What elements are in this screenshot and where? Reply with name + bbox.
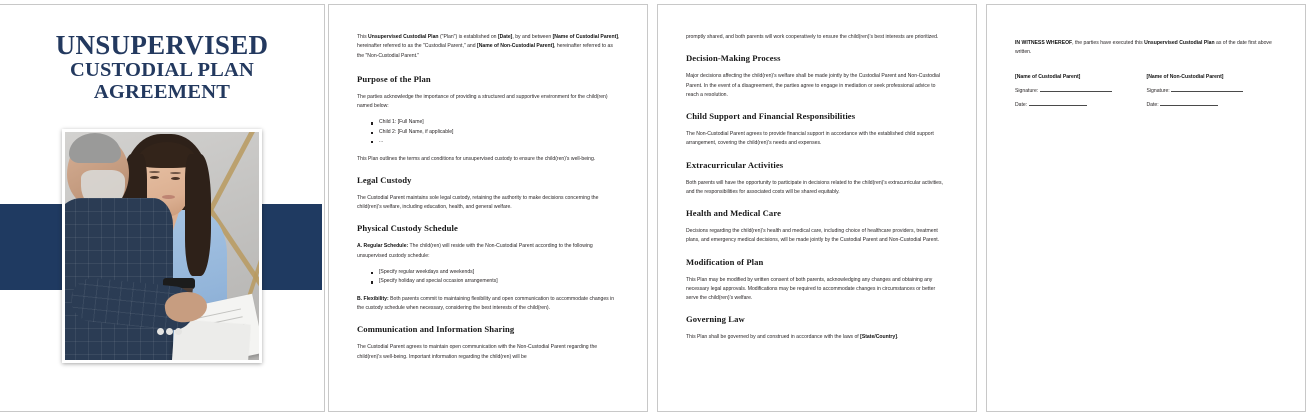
page-3-content <box>658 5 976 343</box>
custodial-signature-field[interactable] <box>1015 88 1147 94</box>
list-item: ... <box>379 137 620 146</box>
photo-woman-eye <box>150 176 159 179</box>
heading-communication-and-information-sharing: Communication and Information Sharing <box>357 324 515 335</box>
governing-law-paragraph <box>686 333 949 342</box>
signature-line[interactable] <box>1040 91 1112 92</box>
heading-legal-custody: Legal Custody <box>357 174 412 185</box>
intro-text-5: , hereinafter referred to as the "Non-Custodial Parent." <box>357 43 613 59</box>
list-item: Child 1: [Full Name] <box>379 118 620 127</box>
cover-photo-frame <box>62 129 262 363</box>
witness-text-1: , the parties have executed this <box>1072 40 1145 46</box>
flexibility-text: Both parents commit to maintaining flexibility and open communication to accommodate changes in the custody schedule when necessary, considering the best interests of the child(ren). <box>357 295 615 312</box>
heading-governing-law: Governing Law <box>686 314 745 325</box>
document-page-2[interactable] <box>328 4 648 412</box>
cover-title-line-3: AGREEMENT <box>93 80 231 103</box>
heading-decision-making-process: Decision-Making Process <box>686 53 781 64</box>
schedule-list <box>357 268 620 287</box>
date-line[interactable] <box>1029 105 1087 106</box>
signature-line[interactable] <box>1171 91 1243 92</box>
date-label: Date: <box>1015 101 1028 108</box>
intro-custodial-placeholder: [Name of Custodial Parent] <box>552 34 618 40</box>
purpose-paragraph: The parties acknowledge the importance of providing a structured and supportive environment for the child(ren) named below: <box>357 93 608 110</box>
noncustodial-date-field[interactable] <box>1147 102 1279 108</box>
intro-date-placeholder: [Date] <box>497 34 513 40</box>
signature-label: Signature: <box>1146 87 1170 94</box>
communication-continued-paragraph: promptly shared, and both parents will work cooperatively to ensure the child(ren)'s best interests are prioritized. <box>686 34 939 40</box>
document-page-4-signatures[interactable] <box>986 4 1306 412</box>
cover-title-line-2: CUSTODIAL PLAN <box>69 58 255 81</box>
page-4-content <box>987 5 1305 116</box>
decision-making-paragraph: Major decisions affecting the child(ren)'s welfare shall be made jointly by the Custodial Parent and Non-Custodial Parent. In the event of a disagreement, the parties agree to engage in mediation or seek professional advice to reach a resolution. <box>686 73 941 98</box>
signature-column-custodial <box>1015 74 1147 116</box>
intro-text-2: ("Plan") is established on <box>438 34 498 40</box>
photo-woman-lips <box>162 195 175 199</box>
list-item: [Specify holiday and special occasion arrangements] <box>379 277 620 286</box>
intro-plan-name: Unsupervised Custodial Plan <box>368 34 439 40</box>
governing-law-text-1: This Plan shall be governed by and construed in accordance with the laws of <box>686 334 861 341</box>
children-list <box>357 118 620 146</box>
cover-title-line-1: UNSUPERVISED <box>55 30 269 60</box>
date-line[interactable] <box>1160 105 1218 106</box>
list-item: [Specify regular weekdays and weekends] <box>379 268 620 277</box>
flexibility-paragraph <box>357 295 620 314</box>
intro-text-4: , hereinafter referred to as the "Custodial Parent," and <box>357 34 620 50</box>
document-page-1-cover[interactable] <box>0 4 325 412</box>
photo-woman-brow <box>170 172 181 174</box>
flexibility-label: B. Flexibility: <box>357 295 389 302</box>
intro-noncustodial-placeholder: [Name of Non-Custodial Parent] <box>477 43 554 50</box>
witness-label: IN WITNESS WHEREOF <box>1015 40 1073 46</box>
governing-law-text-2: . <box>896 334 899 341</box>
intro-paragraph <box>357 33 620 61</box>
communication-paragraph: The Custodial Parent agrees to maintain open communication with the Non-Custodial Parent regarding the child(ren)'s well-being. Important information regarding the child(ren) will be <box>357 344 598 360</box>
list-item: Child 2: [Full Name, if applicable] <box>379 128 620 137</box>
signature-block <box>1015 74 1278 116</box>
witness-plan-name: Unsupervised Custodial Plan <box>1144 40 1215 46</box>
heading-child-support-and-financial-responsibilities: Child Support and Financial Responsibilities <box>686 111 856 122</box>
modification-paragraph: This Plan may be modified by written consent of both parents, acknowledging any changes and obtaining any necessary legal approvals. Modifications may be required to accommodate changes in circumstances or better serve the child(ren)'s welfare. <box>686 276 936 302</box>
purpose-paragraph-2: This Plan outlines the terms and conditions for unsupervised custody to ensure the child(ren)'s well-being. <box>357 155 596 162</box>
child-support-paragraph: The Non-Custodial Parent agrees to provide financial support in accordance with the established child support arrangement, covering the child(ren)'s needs and expenses. <box>686 131 934 147</box>
cover-photo <box>65 132 259 360</box>
governing-law-placeholder: [State/Country] <box>860 334 897 341</box>
custodial-parent-name: [Name of Custodial Parent] <box>1015 73 1081 80</box>
heading-purpose-of-the-plan: Purpose of the Plan <box>357 73 431 84</box>
signature-column-noncustodial <box>1147 74 1279 116</box>
extracurricular-paragraph: Both parents will have the opportunity to participate in decisions related to the child(ren)'s extracurricular activities, and the responsibilities for associated costs will be shared equitably. <box>686 179 943 195</box>
photo-woman-hair-strand <box>185 154 211 276</box>
health-paragraph: Decisions regarding the child(ren)'s health and medical care, including choice of healthcare providers, treatment plans, and emergency medical decisions, will be made jointly by the Custodial Parent and Non-Custodial Parent. <box>686 228 940 244</box>
photo-woman-brow <box>149 171 160 173</box>
page-2-content <box>329 5 647 362</box>
noncustodial-signature-field[interactable] <box>1147 88 1279 94</box>
document-page-3[interactable] <box>657 4 977 412</box>
regular-schedule-label: A. Regular Schedule: <box>357 243 409 250</box>
heading-health-and-medical-care: Health and Medical Care <box>686 208 781 219</box>
regular-schedule-paragraph <box>357 242 620 261</box>
date-label: Date: <box>1146 101 1159 108</box>
heading-extracurricular-activities: Extracurricular Activities <box>686 159 784 170</box>
intro-text-3: , by and between <box>512 34 553 40</box>
cover-title <box>0 31 324 104</box>
heading-physical-custody-schedule: Physical Custody Schedule <box>357 223 458 234</box>
signature-label: Signature: <box>1015 87 1039 94</box>
photo-cuff-buttons <box>157 328 183 336</box>
witness-paragraph <box>1015 39 1278 58</box>
regular-schedule-text: The child(ren) will reside with the Non-Custodial Parent according to the following unsupervised custody schedule: <box>357 243 593 259</box>
photo-woman-eye <box>171 177 180 180</box>
custodial-date-field[interactable] <box>1015 102 1147 108</box>
legal-custody-paragraph: The Custodial Parent maintains sole legal custody, retaining the authority to make decisions concerning the child(ren)'s welfare, including education, health, and general welfare. <box>357 194 599 211</box>
intro-text-1: This <box>357 34 369 40</box>
noncustodial-parent-name: [Name of Non-Custodial Parent] <box>1146 73 1224 80</box>
heading-modification-of-plan: Modification of Plan <box>686 256 764 267</box>
witness-text-2: as of the date first above written. <box>1015 40 1272 56</box>
